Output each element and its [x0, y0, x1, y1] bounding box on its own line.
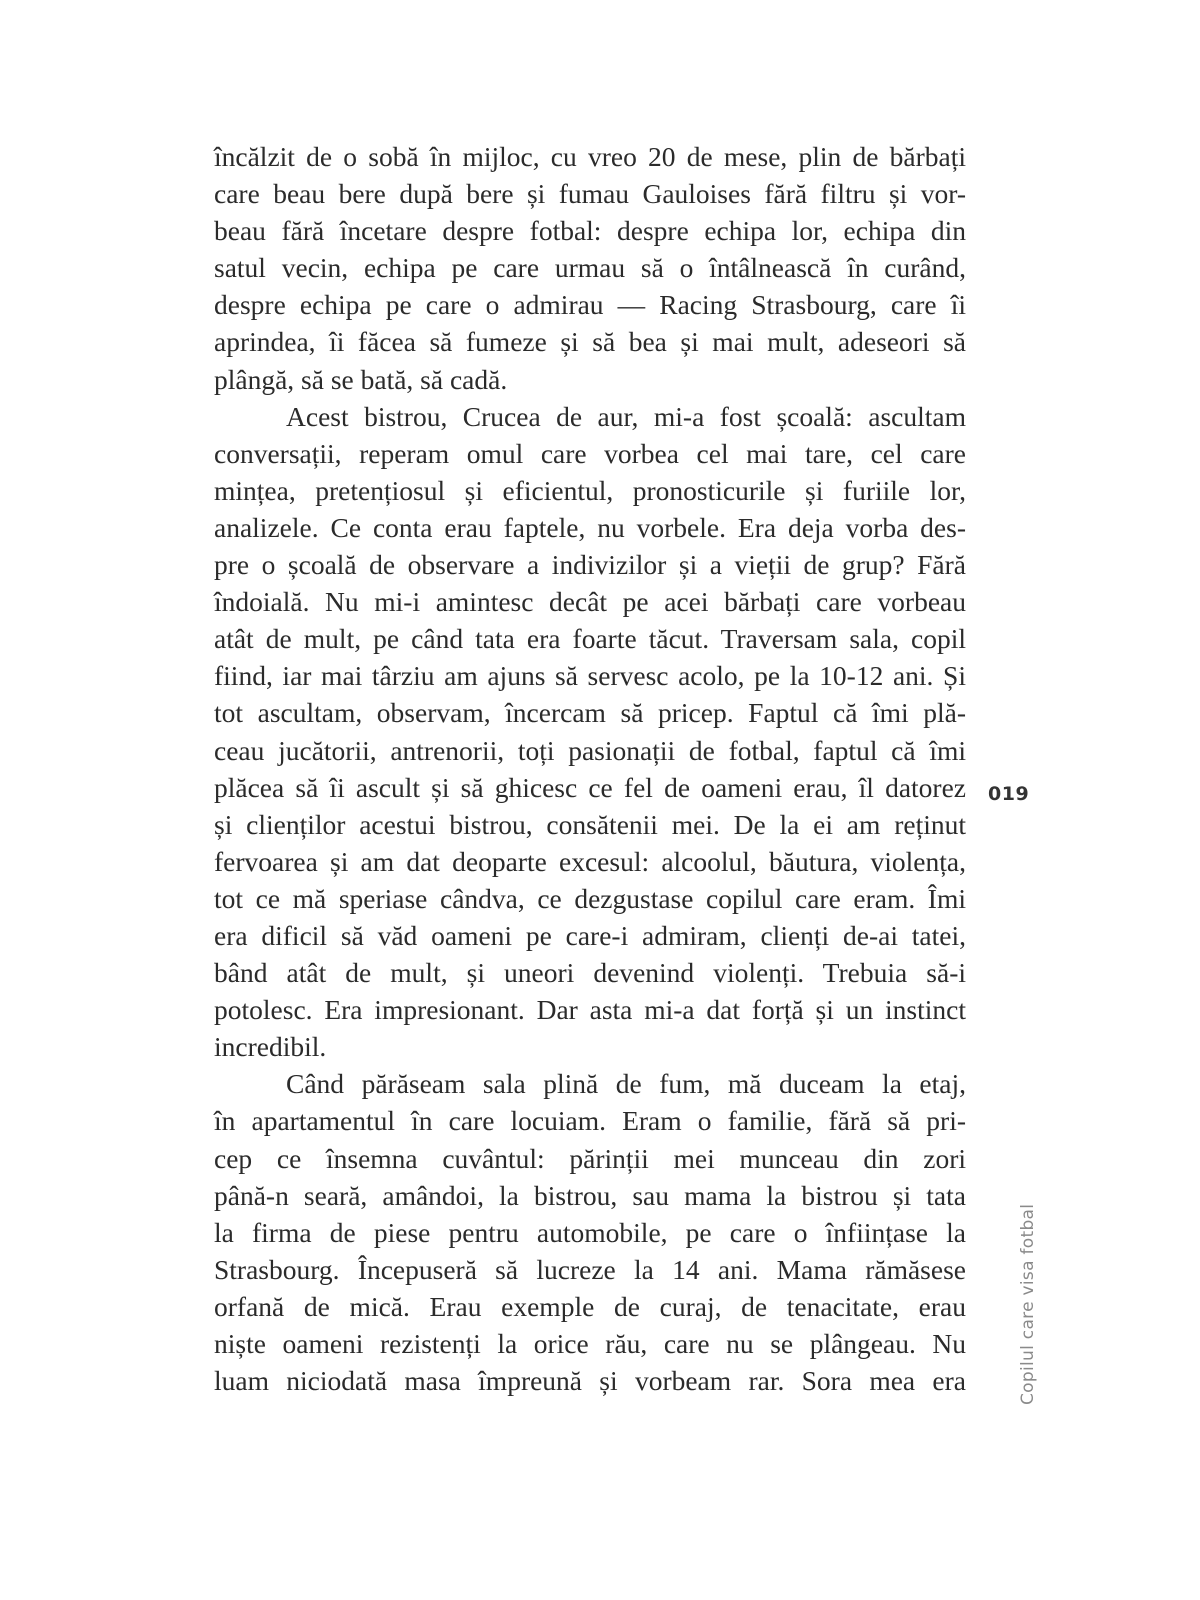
- text-line: conversații, reperam omul care vorbea cel mai tare, cel care: [214, 437, 966, 469]
- text-line: despre echipa pe care o admirau — Racing Strasbourg, care îi: [214, 289, 966, 321]
- text-line: plăcea să îi ascult și să ghicesc ce fel de oameni erau, îl datorez: [214, 771, 966, 803]
- running-head: Copilul care visa fotbal: [1018, 1203, 1038, 1405]
- text-line: tot ce mă speriase cândva, ce dezgustase copilul care eram. Îmi: [214, 882, 966, 914]
- text-line: până-n seară, amândoi, la bistrou, sau mama la bistrou și tata: [214, 1179, 966, 1211]
- text-line: în apartamentul în care locuiam. Eram o familie, fără să pri-: [214, 1105, 966, 1137]
- text-line: incredibil.: [214, 1031, 327, 1063]
- paragraph-2: [214, 398, 966, 1066]
- paragraph-1: [214, 138, 966, 398]
- text-line: orfană de mică. Erau exemple de curaj, de tenacitate, erau: [214, 1290, 966, 1322]
- body-text: [214, 138, 966, 1399]
- paragraph-3: [214, 1065, 966, 1399]
- text-line: ceau jucătorii, antrenorii, toți pasionații de fotbal, faptul că îmi: [214, 734, 966, 766]
- text-line: plângă, să se bată, să cadă.: [214, 363, 508, 395]
- text-line: și clienților acestui bistrou, consătenii mei. De la ei am reținut: [214, 808, 966, 840]
- text-line: beau fără încetare despre fotbal: despre echipa lor, echipa din: [214, 215, 966, 247]
- text-line: care beau bere după bere și fumau Gauloises fără filtru și vor-: [214, 178, 966, 210]
- text-line: fervoarea și am dat deoparte excesul: alcoolul, băutura, violența,: [214, 845, 966, 877]
- text-line: analizele. Ce conta erau faptele, nu vorbele. Era deja vorba des-: [214, 511, 966, 543]
- text-line: mințea, pretențiosul și eficientul, pronosticurile și furiile lor,: [214, 474, 966, 506]
- text-line: potolesc. Era impresionant. Dar asta mi-a dat forță și un instinct: [214, 994, 966, 1026]
- text-line: atât de mult, pe când tata era foarte tăcut. Traversam sala, copil: [214, 623, 966, 655]
- text-line: satul vecin, echipa pe care urmau să o întâlnească în curând,: [214, 252, 966, 284]
- text-line: cep ce însemna cuvântul: părinții mei munceau din zori: [214, 1142, 966, 1174]
- text-line: îndoială. Nu mi-i amintesc decât pe acei bărbați care vorbeau: [214, 586, 966, 618]
- text-line: bând atât de mult, și uneori devenind violenți. Trebuia să-i: [214, 957, 966, 989]
- text-line: fiind, iar mai târziu am ajuns să servesc acolo, pe la 10-12 ani. Și: [214, 660, 966, 692]
- text-line: era dificil să văd oameni pe care-i admiram, clienți de-ai tatei,: [214, 919, 966, 951]
- text-line: la firma de piese pentru automobile, pe care o înființase la: [214, 1216, 966, 1248]
- text-line: Când părăseam sala plină de fum, mă duceam la etaj,: [286, 1068, 966, 1100]
- text-line: pre o școală de observare a indivizilor și a vieții de grup? Fără: [214, 549, 966, 581]
- text-line: aprindea, îi făcea să fumeze și să bea și mai mult, adeseori să: [214, 326, 966, 358]
- text-line: încălzit de o sobă în mijloc, cu vreo 20 de mese, plin de bărbați: [214, 141, 966, 172]
- text-line: tot ascultam, observam, încercam să pricep. Faptul că îmi plă-: [214, 697, 966, 729]
- text-line: niște oameni rezistenți la orice rău, care nu se plângeau. Nu: [214, 1328, 966, 1359]
- text-line: Acest bistrou, Crucea de aur, mi-a fost școală: ascultam: [286, 400, 966, 432]
- page-number: 019: [988, 783, 1030, 805]
- text-line: Strasbourg. Începuseră să lucreze la 14 ani. Mama rămăsese: [214, 1253, 966, 1285]
- text-line: luam niciodată masa împreună și vorbeam rar. Sora mea era: [214, 1365, 966, 1397]
